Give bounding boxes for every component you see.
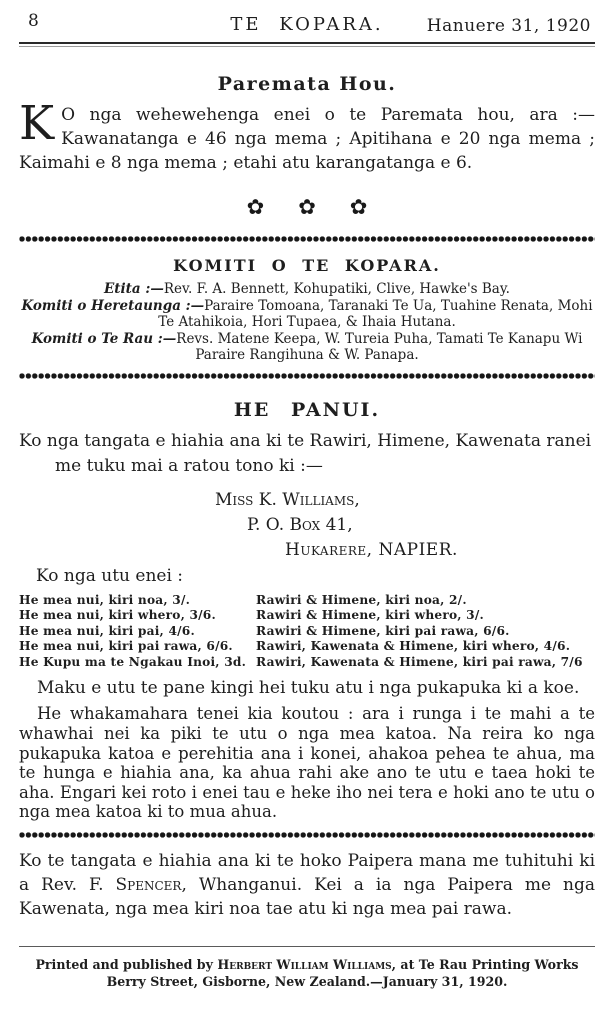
price-item: Rawiri, Kawenata & Himene, kiri pai rawa, 7/6: [256, 654, 583, 669]
bead-divider: [19, 832, 595, 838]
price-item: Rawiri & Himene, kiri noa, 2/.: [256, 592, 467, 607]
price-item: He mea nui, kiri whero, 3/6.: [19, 608, 216, 623]
komiti-row-label: Etita :—: [104, 281, 164, 297]
paremata-paragraph: [19, 96, 595, 175]
bead-divider: [19, 236, 595, 242]
paipera-text-after: , Whanganui. Kei a ia nga Paipera me nga Kawenata, nga mea kiri noa tae atu ki nga mea pai rawa.: [19, 875, 595, 920]
komiti-heading: KOMITI O TE KOPARA.: [173, 256, 441, 275]
price-item: Rawiri & Himene, kiri pai rawa, 6/6.: [256, 623, 510, 638]
rosette-ornament-icon: ✿: [298, 195, 350, 219]
footer-rule: [19, 946, 595, 947]
price-list: [19, 593, 595, 671]
issue-date: Hanuere 31, 1920: [426, 16, 591, 36]
ornament-row: [19, 195, 595, 219]
price-item: Rawiri, Kawenata & Himene, kiri whero, 4/6.: [256, 639, 571, 654]
address-line-city: Hukarere, NAPIER.: [285, 539, 458, 560]
masthead-title: TE KOPARA.: [230, 14, 384, 35]
price-item: Rawiri & Himene, kiri whero, 3/.: [256, 608, 484, 623]
price-item: He mea nui, kiri pai, 4/6.: [19, 623, 195, 638]
komiti-row-label: Komiti o Te Rau :—: [31, 330, 177, 347]
page-number: 8: [28, 11, 39, 31]
price-item: He Kupu ma te Ngakau Inoi, 3d.: [19, 654, 247, 669]
dropcap-letter: K: [19, 96, 55, 151]
komiti-row: [19, 298, 595, 331]
imprint-text-before: Printed and published by: [35, 957, 218, 973]
panui-intro: Ko nga tangata e hiahia ana ki te Rawiri, Himene, Kawenata ranei me tuku mai a ratou tono ki :—: [19, 430, 592, 476]
page-header: [19, 0, 595, 39]
paipera-paragraph: [19, 849, 595, 921]
komiti-row-text: Paraire Tomoana, Taranaki Te Ua, Tuahine Renata, Mohi Te Atahikoia, Hori Tupaea, & Ihaia Hutana.: [158, 297, 593, 330]
rosette-ornament-icon: ✿: [349, 195, 402, 219]
price-list-left: [19, 593, 256, 671]
price-item: He mea nui, kiri pai rawa, 6/6.: [19, 639, 233, 654]
paipera-text-before: Ko te tangata e hiahia ana ki te hoko Paipera mana me tuhituhi ki a Rev. F.: [19, 851, 595, 896]
komiti-row-text: Rev. F. A. Bennett, Kohupatiki, Clive, Hawke's Bay.: [163, 281, 510, 297]
imprint-text-after: , at Te Rau Printing Works Berry Street, Gisborne, New Zealand.—January 31, 1920.: [106, 957, 579, 990]
komiti-row-text: Revs. Matene Keepa, W. Tureia Puha, Tamati Te Kanapu Wi Paraire Rangihuna & W. Panapa.: [176, 330, 583, 363]
header-rule: [19, 42, 595, 47]
address-line-box: P. O. Box 41,: [247, 514, 353, 535]
paipera-name: Spencer: [115, 875, 182, 896]
prices-label: Ko nga utu enei :: [36, 565, 184, 586]
reminder-paragraph: He whakamahara tenei kia koutou : ara i runga i te mahi a te whawhai nei ka piki te utu o nga mea katoa. Na reira ko nga pukapuka katoa e perehitia ana i konei, ahakoa pehea te ahua, ma te hunga e hiahia ana, ka ahua rahi ake ano te utu e taea hoki te aha. Engari kei roto i enei tau e heke iho nei tera e hoki ano te utu o nga mea katoa ki to mua ahua.: [19, 704, 595, 822]
komiti-row: [19, 281, 595, 298]
bead-divider: [19, 373, 595, 379]
imprint: [19, 956, 595, 990]
price-item: He mea nui, kiri noa, 3/.: [19, 592, 191, 607]
postage-note: Maku e utu te pane kingi hei tuku atu i nga pukapuka ki a koe.: [37, 678, 580, 699]
paremata-body-text: O nga wehewehenga enei o te Paremata hou, ara :— Kawanatanga e 46 nga mema ; Apitihana e 20 nga mema ; Kaimahi e 8 nga mema ; etahi atu karangatanga e 6.: [19, 105, 595, 173]
address-block: [19, 488, 595, 563]
price-list-right: [256, 593, 595, 671]
paremata-heading: Paremata Hou.: [217, 73, 397, 95]
address-line-name: Miss K. Williams,: [215, 489, 360, 510]
rosette-ornament-icon: ✿: [246, 195, 299, 219]
komiti-row: [19, 331, 595, 364]
panui-heading: HE PANUI.: [233, 398, 381, 421]
komiti-row-label: Komiti o Heretaunga :—: [21, 297, 205, 314]
imprint-publisher-name: Herbert William Williams: [217, 957, 392, 973]
